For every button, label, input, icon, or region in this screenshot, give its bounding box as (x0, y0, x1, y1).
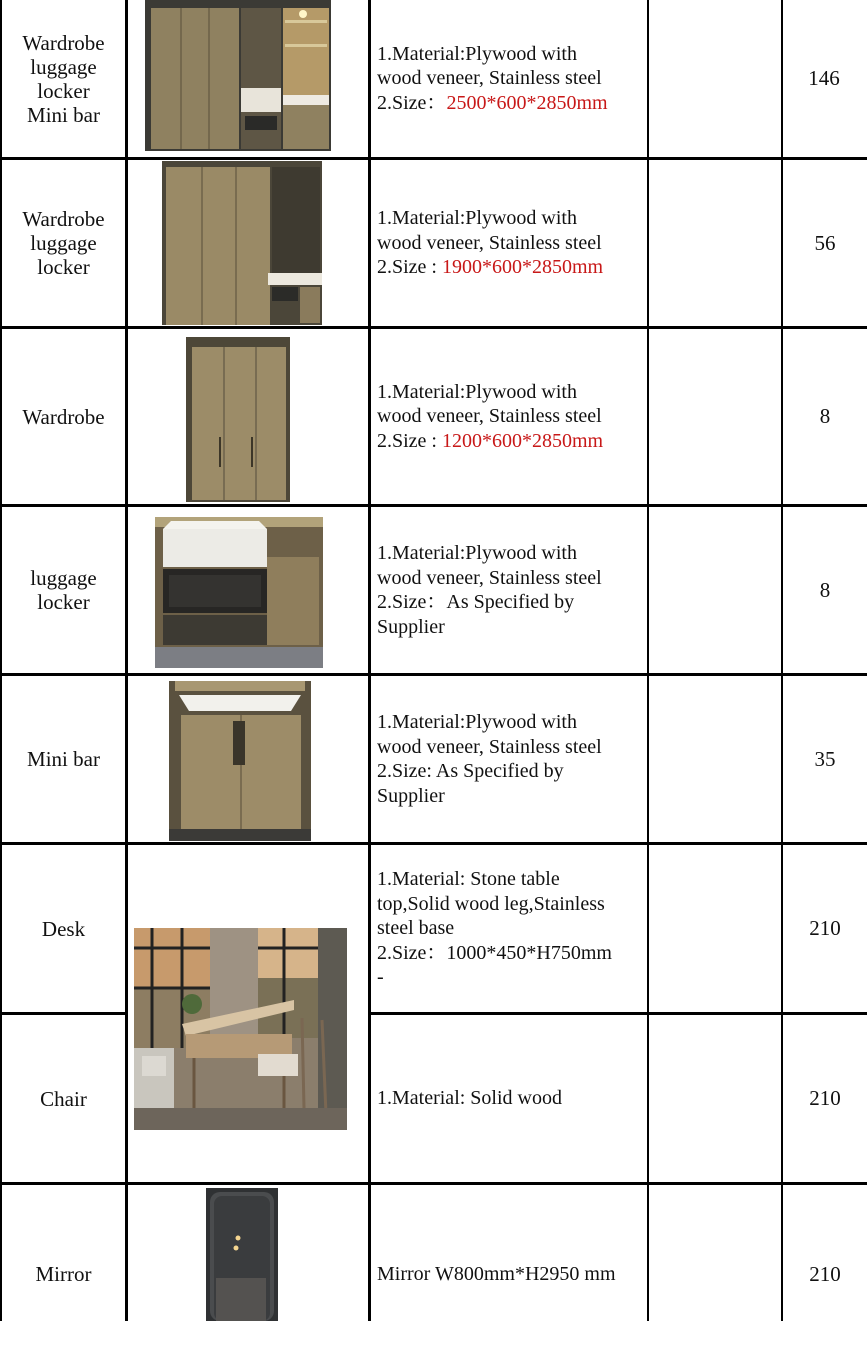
spec-cell (371, 160, 647, 326)
item-name-line: Chair (40, 1086, 87, 1111)
spec-line: 1.Material:Plywood with (377, 542, 577, 564)
spec-size-line (377, 255, 603, 280)
quantity-value: 210 (809, 1086, 841, 1110)
wardrobe-luggage-photo (162, 161, 322, 325)
item-name-line: Mini bar (27, 747, 100, 771)
size-value: 1200*600*2850mm (442, 429, 604, 452)
spec-cell (371, 0, 647, 157)
item-name-cell (2, 1185, 125, 1363)
item-name-line: luggage (30, 54, 97, 79)
spec-line: top,Solid wood leg,Stainless (377, 892, 605, 915)
size-label: 2.Size： (377, 91, 447, 114)
spec-size-line (377, 91, 608, 116)
quantity-value: 8 (819, 404, 831, 428)
wardrobe-luggage-minibar-photo (145, 0, 331, 151)
spec-line: 1.Material:Plywood with (377, 380, 577, 403)
item-name-line: Mini bar (27, 102, 100, 127)
quantity-cell (783, 1015, 867, 1182)
minibar-photo (169, 681, 311, 841)
item-name-line: luggage (30, 566, 97, 590)
spec-line: 1.Material: Solid wood (377, 1087, 562, 1110)
spec-cell (371, 676, 647, 842)
mirror-photo (206, 1188, 278, 1321)
spec-line: - (377, 966, 384, 989)
item-name-cell (2, 1015, 125, 1182)
spec-line: 1.Material:Plywood with (377, 207, 577, 230)
item-name-cell (2, 329, 125, 504)
wardrobe-photo (186, 337, 290, 502)
spec-line: wood veneer, Stainless steel (377, 405, 602, 428)
spec-cell (371, 329, 647, 504)
item-name-line: locker (37, 255, 90, 279)
item-name-line: locker (37, 78, 90, 103)
item-name-line: locker (37, 590, 90, 614)
spec-line: wood veneer, Stainless steel (377, 735, 602, 758)
spec-line: Mirror W800mm*H2950 mm (377, 1262, 616, 1285)
item-name-line: Desk (41, 916, 86, 941)
quantity-value: 56 (814, 230, 836, 255)
quantity-cell (783, 160, 867, 326)
quantity-cell (649, 0, 867, 157)
item-name-line: luggage (30, 231, 97, 255)
item-name-line: Wardrobe (22, 207, 105, 231)
spec-cell (371, 845, 647, 1012)
size-label: 2.Size : (377, 256, 442, 279)
spec-line: Supplier (377, 784, 445, 807)
spec-line: Supplier (377, 615, 445, 638)
size-label: 2.Size : (377, 429, 442, 452)
quantity-cell (783, 507, 867, 673)
spec-cell (371, 1185, 647, 1363)
item-name-cell (2, 0, 125, 157)
spec-line: 1.Material:Plywood with (377, 711, 577, 733)
item-name-cell (2, 845, 125, 1012)
item-name-cell (2, 507, 125, 673)
spec-line: 2.Size：1000*450*H750mm (377, 941, 612, 964)
spec-cell (371, 507, 647, 673)
spec-line: 2.Size：As Specified by (377, 591, 575, 613)
spec-cell (371, 1015, 647, 1182)
spec-line: wood veneer, Stainless steel (377, 566, 602, 589)
quantity-value: 210 (809, 1261, 841, 1286)
spec-line: wood veneer, Stainless steel (377, 231, 602, 254)
size-value: 1900*600*2850mm (442, 256, 604, 279)
spec-line: wood veneer, Stainless steel (377, 67, 602, 90)
quantity-value: 146 (808, 66, 840, 90)
spec-size-line (377, 429, 603, 454)
spec-line: 1.Material:Plywood with (377, 42, 577, 65)
item-name-line: Wardrobe (22, 30, 105, 55)
item-name-line: Mirror (35, 1262, 92, 1286)
item-name-cell (2, 676, 125, 842)
item-name-cell (2, 160, 125, 326)
spec-line: 2.Size: As Specified by (377, 760, 564, 782)
quantity-value: 210 (809, 916, 841, 940)
quantity-value: 35 (814, 746, 836, 771)
table-border (125, 0, 128, 1321)
quantity-cell (783, 1185, 867, 1363)
item-name-line: Wardrobe (22, 404, 105, 429)
quantity-cell (783, 676, 867, 842)
luggage-locker-photo (155, 517, 323, 668)
table-border (647, 0, 649, 1321)
quantity-cell (783, 845, 867, 1012)
spec-line: 1.Material: Stone table (377, 868, 560, 891)
quantity-value: 8 (819, 577, 831, 602)
desk-chair-room-photo (134, 928, 347, 1130)
spec-line: steel base (377, 917, 455, 940)
size-value: 2500*600*2850mm (446, 91, 608, 114)
quantity-cell (783, 329, 867, 504)
